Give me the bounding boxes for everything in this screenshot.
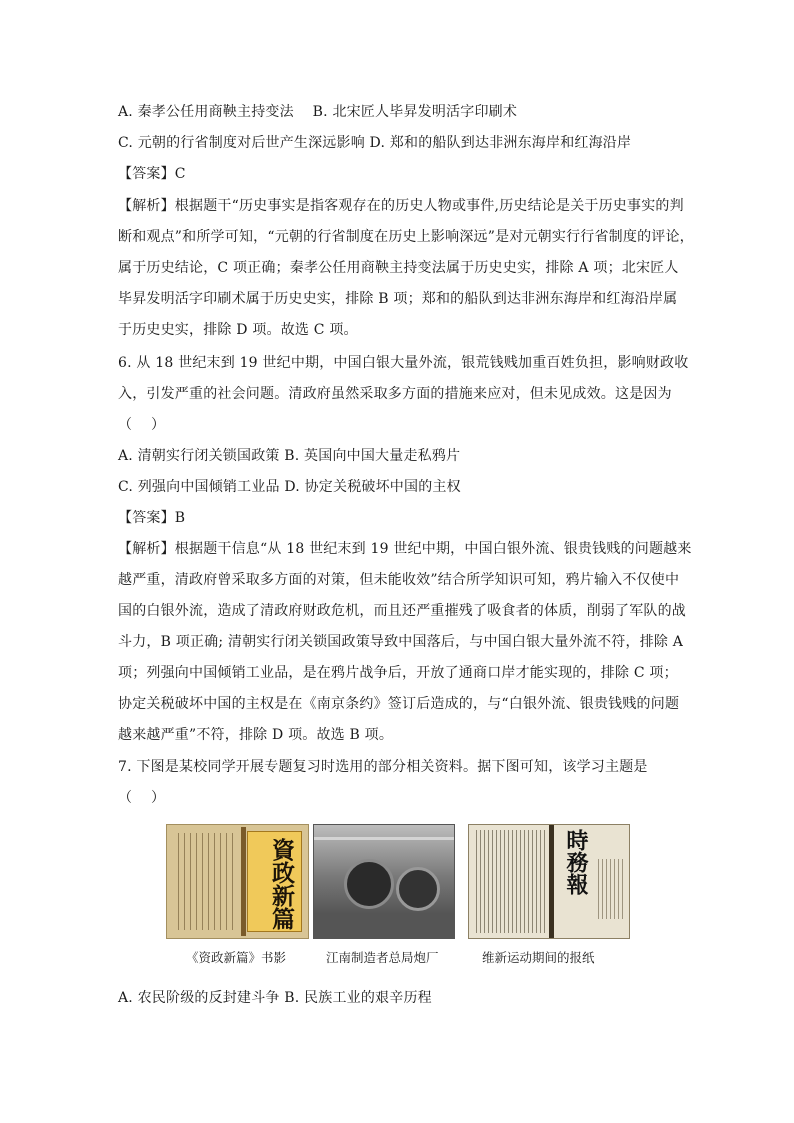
q5-options-cd: C. 元朝的行省制度对后世产生深远影响 D. 郑和的船队到达非洲东海岸和红海沿岸	[118, 135, 632, 151]
q6-analysis-line: 协定关税破坏中国的主权是在《南京条约》签订后造成的，与“白银外流、银贵钱贱的问题	[118, 696, 680, 712]
machine-wheel	[396, 867, 440, 911]
q6-analysis-line: 【解析】根据题干信息“从 18 世纪末到 19 世纪中期，中国白银外流、银贵钱贱的问题越来	[118, 541, 692, 557]
book-cover-label	[247, 831, 302, 932]
zizheng-xinpian-book-image	[166, 824, 309, 939]
q6-analysis-line: 项；列强向中国倾销工业品，是在鸦片战争后，开放了通商口岸才能实现的，排除 C 项；	[118, 665, 678, 681]
figure-caption: 江南制造者总局炮厂	[326, 950, 439, 965]
q5-analysis-line: 【解析】根据题干“历史事实是指客观存在的历史人物或事件,历史结论是关于历史事实的判	[118, 198, 684, 214]
q6-options-cd: C. 列强向中国倾销工业品 D. 协定关税破坏中国的主权	[118, 479, 461, 495]
newspaper-subtitle-columns	[595, 859, 623, 919]
q5-options-ab: A. 秦孝公任用商鞅主持变法 B. 北宋匠人毕昇发明活字印刷术	[118, 104, 518, 120]
q5-answer: 【答案】C	[118, 166, 186, 182]
book-text-columns	[173, 833, 237, 930]
newspaper-text-columns	[473, 830, 547, 933]
shiwubao-newspaper-image	[468, 824, 630, 939]
factory-floor	[314, 914, 454, 938]
jiangnan-arsenal-photo	[313, 824, 455, 939]
q7-figures	[166, 824, 636, 974]
q6-answer: 【答案】B	[118, 510, 186, 526]
book-spine	[241, 827, 246, 936]
q7-options-ab: A. 农民阶级的反封建斗争 B. 民族工业的艰辛历程	[118, 990, 432, 1006]
q6-analysis-line: 越来越严重”不符，排除 D 项。故选 B 项。	[118, 727, 394, 743]
q5-analysis-line: 属于历史结论，C 项正确；秦孝公任用商鞅主持变法属于历史史实，排除 A 项；北宋匠人	[118, 260, 679, 276]
q5-analysis-line: 毕昇发明活字印刷术属于历史史实，排除 B 项；郑和的船队到达非洲东海岸和红海沿岸属	[118, 291, 678, 307]
q7-blank: （ ）	[118, 790, 166, 806]
book-cover-title: 資政新篇	[268, 838, 295, 930]
newspaper-spine	[549, 825, 554, 938]
newspaper-title: 時務報	[563, 829, 589, 895]
q6-analysis-line: 越严重，清政府曾采取多方面的对策，但未能收效”结合所学知识可知，鸦片输入不仅使中	[118, 572, 680, 588]
q5-analysis-line: 断和观点”和所学可知，“元朝的行省制度在历史上影响深远”是对元朝实行行省制度的评论，	[118, 229, 694, 245]
q6-analysis-line: 国的白银外流，造成了清政府财政危机，而且还严重摧残了吸食者的体质，削弱了军队的战	[118, 603, 686, 619]
q6-stem-line: 6. 从 18 世纪末到 19 世纪中期，中国白银大量外流，银荒钱贱加重百姓负担，影响财政收	[118, 355, 689, 371]
machine-wheel	[344, 859, 394, 909]
q6-stem-line: 入，引发严重的社会问题。清政府虽然采取多方面的措施来应对，但未见成效。这是因为	[118, 386, 672, 402]
q6-blank: （ ）	[118, 417, 166, 433]
q6-options-ab: A. 清朝实行闭关锁国政策 B. 英国向中国大量走私鸦片	[118, 448, 461, 464]
q7-stem-line: 7. 下图是某校同学开展专题复习时选用的部分相关资料。据下图可知，该学习主题是	[118, 759, 648, 775]
factory-beam	[314, 837, 454, 840]
figure-caption: 《资政新篇》书影	[186, 950, 287, 965]
q6-analysis-line: 斗力，B 项正确; 清朝实行闭关锁国政策导致中国落后，与中国白银大量外流不符，排除 A	[118, 634, 684, 650]
figure-caption: 维新运动期间的报纸	[482, 950, 595, 965]
q5-analysis-line: 于历史史实，排除 D 项。故选 C 项。	[118, 322, 358, 338]
